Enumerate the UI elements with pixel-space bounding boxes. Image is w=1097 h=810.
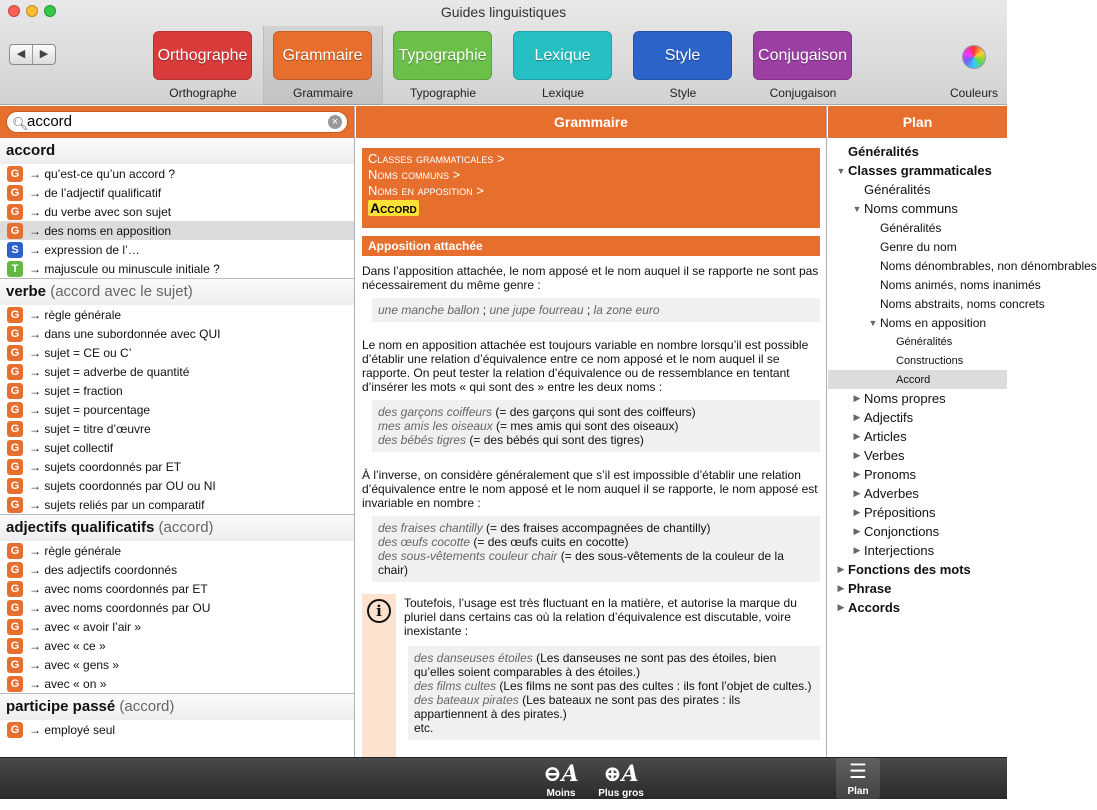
plan-item-label: Noms communs	[864, 201, 958, 216]
plan-item[interactable]	[828, 598, 1007, 617]
result-item[interactable]	[0, 221, 354, 240]
result-item[interactable]	[0, 476, 354, 495]
breadcrumb-link[interactable]: Noms communs >	[368, 167, 461, 182]
heading-term: participe passé	[6, 698, 116, 715]
result-item[interactable]	[0, 457, 354, 476]
example-gloss: (= des sous-vêtements de la couleur de la chair)	[378, 549, 784, 577]
note-sidebar	[362, 594, 396, 764]
heading-term: verbe	[6, 283, 47, 300]
result-item[interactable]	[0, 495, 354, 514]
result-label: → sujet = adverbe de quantité	[29, 364, 190, 379]
example-block-2	[372, 400, 820, 452]
example-gloss: (Les bateaux ne sont pas des pirates : ils appartiennent à des pirates.)	[414, 693, 741, 721]
guide-badge-icon: G	[7, 185, 23, 201]
search-bar	[0, 106, 354, 138]
search-icon: 🔍︎	[12, 116, 29, 131]
result-label: → avec « on »	[29, 676, 107, 691]
guide-label-1: Grammaire	[292, 86, 353, 100]
plan-item-label: Accords	[848, 600, 901, 615]
result-label: → avec noms coordonnés par ET	[29, 581, 208, 596]
result-section-heading[interactable]	[0, 515, 354, 541]
guide-badge-icon: G	[7, 459, 23, 475]
result-label: → avec « ce »	[29, 638, 106, 653]
plan-item[interactable]	[828, 579, 1007, 598]
plan-item[interactable]	[828, 541, 1007, 560]
guide-badge-icon: G	[7, 223, 23, 239]
example-gloss: (Les films ne sont pas des cultes : ils font l’objet de cultes.)	[496, 679, 812, 693]
example-term: des danseuses étoiles	[414, 651, 533, 665]
forward-button[interactable]: ▶	[39, 48, 49, 60]
disclosure-closed-icon[interactable]: ▶	[853, 393, 861, 403]
colors-label: Couleurs	[949, 86, 999, 100]
guide-badge-icon: G	[7, 440, 23, 456]
heading-term: accord	[6, 142, 56, 159]
plan-item[interactable]	[828, 370, 1007, 389]
result-label: → avec noms coordonnés par OU	[29, 600, 211, 615]
heading-qualifier: (accord avec le sujet)	[46, 283, 193, 300]
example-term: des œufs cocotte	[378, 535, 471, 549]
disclosure-open-icon[interactable]: ▼	[836, 165, 846, 176]
result-section	[0, 514, 354, 693]
breadcrumb-link[interactable]: Noms en apposition >	[368, 183, 484, 198]
guide-label-2: Typographie	[409, 86, 477, 100]
result-item[interactable]	[0, 381, 354, 400]
result-label: → sujet = titre d’œuvre	[29, 421, 151, 436]
heading-qualifier: (accord)	[154, 519, 214, 536]
plan-item-label: Noms abstraits, noms concrets	[880, 296, 1045, 311]
plan-item[interactable]	[828, 313, 1007, 332]
result-item[interactable]	[0, 541, 354, 560]
search-panel	[0, 106, 355, 757]
example-line	[378, 521, 814, 535]
plan-item-label: Généralités	[896, 335, 953, 348]
plan-item[interactable]	[828, 560, 1007, 579]
plan-item-label: Généralités	[880, 220, 942, 235]
guide-badge-icon: G	[7, 497, 23, 513]
result-item[interactable]	[0, 202, 354, 221]
plan-item-label: Pronoms	[864, 467, 917, 482]
guide-badge-icon: G	[7, 657, 23, 673]
content-panel	[356, 106, 827, 757]
plan-item-label: Genre du nom	[880, 239, 957, 254]
font-increase-icon: ⊕A	[603, 761, 639, 787]
example-line	[414, 651, 814, 679]
result-section-heading[interactable]	[0, 694, 354, 720]
example-term: la zone euro	[593, 303, 660, 317]
example-gloss: (= des bébés qui sont des tigres)	[466, 433, 644, 447]
guide-badge-icon: G	[7, 619, 23, 635]
plan-item-label: Noms propres	[864, 391, 946, 406]
result-item[interactable]	[0, 343, 354, 362]
plan-item-label: Fonctions des mots	[848, 562, 971, 577]
search-input[interactable]	[6, 111, 348, 133]
guide-button-1[interactable]: Grammaire	[273, 31, 372, 80]
plan-item[interactable]	[828, 142, 1007, 161]
result-label: → avec « avoir l’air »	[29, 619, 142, 634]
example-term: mes amis les oiseaux	[378, 419, 493, 433]
disclosure-closed-icon[interactable]: ▶	[853, 488, 861, 498]
clear-search-icon[interactable]: ×	[328, 115, 342, 129]
plan-panel	[828, 106, 1097, 757]
plan-item-label: Adverbes	[864, 486, 919, 501]
paragraph-3: À l’inverse, on considère généralement que s’il est impossible d’établir une relation d’équivalence entre le nom apposé et le nom auquel il se rapporte, le nom apposé est invariable en nombre :	[362, 468, 818, 510]
larger-text-button[interactable]	[598, 760, 644, 799]
disclosure-closed-icon[interactable]: ▶	[837, 583, 845, 593]
guide-button-5[interactable]: Conjugaison	[753, 31, 852, 80]
note-box	[362, 594, 820, 764]
result-item[interactable]	[0, 720, 354, 739]
example-line	[414, 693, 814, 721]
result-item[interactable]	[0, 438, 354, 457]
disclosure-closed-icon[interactable]: ▶	[837, 564, 845, 574]
disclosure-closed-icon[interactable]: ▶	[853, 431, 861, 441]
guide-button-3[interactable]: Lexique	[513, 31, 612, 80]
result-label: → sujet collectif	[29, 440, 114, 455]
breadcrumb-current: Accord	[370, 200, 417, 216]
result-item[interactable]	[0, 655, 354, 674]
example-gloss: (= des fraises accompagnées de chantilly)	[482, 521, 711, 535]
example-term: une jupe fourreau	[489, 303, 584, 317]
result-label: → avec « gens »	[29, 657, 120, 672]
plan-item[interactable]	[828, 218, 1007, 237]
plan-item-label: Constructions	[896, 354, 964, 367]
color-wheel-icon[interactable]	[962, 45, 986, 69]
plan-item[interactable]	[828, 161, 1007, 180]
window-title: Guides linguistiques	[440, 4, 567, 20]
plan-item[interactable]	[828, 446, 1007, 465]
guide-badge-icon: G	[7, 166, 23, 182]
guide-badge-icon: G	[7, 345, 23, 361]
smaller-text-label: Moins gros	[546, 788, 576, 810]
guide-badge-icon: G	[7, 383, 23, 399]
plan-item-label: Noms animés, noms inanimés	[880, 277, 1041, 292]
example-block-1	[372, 298, 820, 322]
example-line	[378, 549, 814, 577]
plan-item-label: Verbes	[864, 448, 905, 463]
result-label: → du verbe avec son sujet	[29, 204, 172, 219]
example-term: des fraises chantilly	[378, 521, 483, 535]
search-results	[0, 138, 354, 757]
result-label: → sujets coordonnés par OU ou NI	[29, 478, 216, 493]
plan-item[interactable]	[828, 427, 1007, 446]
disclosure-closed-icon[interactable]: ▶	[853, 545, 861, 555]
heading-term: adjectifs qualificatifs	[6, 519, 155, 536]
guide-badge-icon: G	[7, 722, 23, 738]
guide-badge-icon: T	[7, 261, 23, 277]
disclosure-closed-icon[interactable]: ▶	[853, 412, 861, 422]
result-label: → qu’est-ce qu’un accord ?	[29, 166, 176, 181]
example-term: des bateaux pirates	[414, 693, 519, 707]
plan-item[interactable]	[828, 408, 1007, 427]
guide-badge-icon: G	[7, 562, 23, 578]
heading-qualifier: (accord)	[115, 698, 175, 715]
section-title: Apposition attachée	[362, 236, 820, 256]
plan-item[interactable]	[828, 484, 1007, 503]
plan-item[interactable]	[828, 275, 1041, 294]
result-label: → employé seul	[29, 722, 116, 737]
example-block-4	[408, 646, 820, 740]
example-gloss: (= des œufs cuits en cocotte)	[470, 535, 629, 549]
result-item[interactable]	[0, 598, 354, 617]
disclosure-closed-icon[interactable]: ▶	[853, 507, 861, 517]
example-term: des films cultes	[414, 679, 497, 693]
plan-item-label: Interjections	[864, 543, 935, 558]
plan-item-label: Articles	[864, 429, 907, 444]
result-item[interactable]	[0, 560, 354, 579]
guide-badge-icon: S	[7, 242, 23, 258]
guide-badge-icon: G	[7, 402, 23, 418]
result-item[interactable]	[0, 240, 354, 259]
plan-item[interactable]	[828, 351, 1007, 370]
result-item[interactable]	[0, 674, 354, 693]
result-section-heading[interactable]	[0, 138, 354, 164]
result-label: → sujet = fraction	[29, 383, 123, 398]
bottom-bar	[0, 757, 1007, 810]
guide-label-5: Conjugaison	[769, 86, 837, 100]
example-line	[378, 419, 814, 433]
result-section	[0, 138, 354, 278]
plan-item-label: Phrase	[848, 581, 892, 596]
font-decrease-icon: ⊖A	[543, 761, 579, 787]
plan-item-label: Généralités	[848, 144, 919, 159]
example-gloss: (= des garçons qui sont des coiffeurs)	[492, 405, 696, 419]
plan-item[interactable]	[828, 332, 1007, 351]
breadcrumb-link[interactable]: Classes grammaticales >	[368, 151, 505, 166]
result-label: → expression de l’…	[29, 242, 140, 257]
result-item[interactable]	[0, 305, 354, 324]
example-line	[414, 679, 814, 693]
paragraph-2: Le nom en apposition attachée est toujours variable en nombre lorsqu’il est possible d’établir une relation d’équivalence entre ce nom apposé et le nom auquel il se rapporte. On peut tester la relation d’équivalence ou de ressemblance en tentant d’insérer les mots « qui sont des » entre les deux noms :	[362, 338, 809, 394]
example-block-3	[372, 516, 820, 582]
disclosure-closed-icon[interactable]: ▶	[837, 602, 845, 612]
result-item[interactable]	[0, 419, 354, 438]
guide-label-0: Orthographe	[169, 86, 237, 100]
history-navigation	[9, 44, 56, 65]
search-value: accord	[27, 113, 73, 130]
toolbar	[0, 0, 1007, 105]
result-label: → majuscule ou minuscule initiale ?	[29, 261, 220, 276]
list-icon: ☰	[849, 761, 867, 783]
info-icon: i	[367, 599, 391, 623]
result-item[interactable]	[0, 324, 354, 343]
plan-item[interactable]	[828, 294, 1045, 313]
result-label: → règle générale	[29, 543, 122, 558]
plan-tree	[828, 138, 1097, 617]
content-header: Grammaire	[356, 106, 826, 138]
example-term: une manche ballon	[378, 303, 480, 317]
disclosure-closed-icon[interactable]: ▶	[853, 450, 861, 460]
result-item[interactable]	[0, 259, 354, 278]
result-label: → sujet = CE ou C’	[29, 345, 132, 360]
result-item[interactable]	[0, 183, 354, 202]
paragraph-1: Dans l’apposition attachée, le nom apposé et le nom auquel il se rapporte ne sont pas nécessairement du même genre :	[362, 264, 819, 292]
result-label: → de l’adjectif qualificatif	[29, 185, 162, 200]
plan-header: Plan	[828, 106, 1007, 138]
plan-item[interactable]	[828, 256, 1097, 275]
plan-item[interactable]	[828, 199, 1007, 218]
guide-badge-icon: G	[7, 543, 23, 559]
separator: ;	[479, 303, 490, 317]
guide-badge-icon: G	[7, 581, 23, 597]
disclosure-closed-icon[interactable]: ▶	[853, 526, 861, 536]
result-item[interactable]	[0, 617, 354, 636]
result-label: → dans une subordonnée avec QUI	[29, 326, 221, 341]
plan-item[interactable]	[828, 465, 1007, 484]
plan-item-label: Conjonctions	[864, 524, 940, 539]
guide-badge-icon: G	[7, 638, 23, 654]
plan-toggle-label: Plan	[847, 786, 869, 797]
guide-label-3: Lexique	[541, 86, 585, 100]
guide-badge-icon: G	[7, 204, 23, 220]
example-line	[378, 535, 814, 549]
plan-item-label: Noms en apposition	[880, 315, 987, 330]
smaller-text-button[interactable]	[536, 760, 586, 810]
result-label: → sujets reliés par un comparatif	[29, 497, 205, 512]
guide-button-2[interactable]: Typographie	[393, 31, 492, 80]
disclosure-closed-icon[interactable]: ▶	[853, 469, 861, 479]
result-label: → des noms en apposition	[29, 223, 172, 238]
guide-button-4[interactable]: Style	[633, 31, 732, 80]
guide-badge-icon: G	[7, 478, 23, 494]
plan-item-label: Prépositions	[864, 505, 936, 520]
result-item[interactable]	[0, 362, 354, 381]
guide-badge-icon: G	[7, 307, 23, 323]
plan-item-label: Adjectifs	[864, 410, 914, 425]
plan-item-label: Noms dénombrables, non dénombrables	[880, 258, 1097, 273]
guide-badge-icon: G	[7, 364, 23, 380]
plan-item-label: Généralités	[864, 182, 931, 197]
result-label: → des adjectifs coordonnés	[29, 562, 178, 577]
plan-item[interactable]	[828, 503, 1007, 522]
example-term: des sous-vêtements couleur chair	[378, 549, 558, 563]
example-term: des bébés tigres	[378, 433, 467, 447]
larger-text-label: Plus gros	[598, 788, 644, 799]
breadcrumb	[362, 148, 820, 228]
guide-badge-icon: G	[7, 421, 23, 437]
result-section-heading[interactable]	[0, 279, 354, 305]
example-gloss: (= mes amis qui sont des oiseaux)	[492, 419, 679, 433]
guide-button-0[interactable]: Orthographe	[153, 31, 252, 80]
disclosure-open-icon[interactable]: ▼	[852, 203, 862, 214]
result-section	[0, 693, 354, 739]
guide-badge-icon: G	[7, 600, 23, 616]
example-term: des garçons coiffeurs	[378, 405, 493, 419]
back-button[interactable]: ◀	[10, 45, 33, 64]
plan-item-label: Classes grammaticales	[848, 163, 992, 178]
note-text: Toutefois, l’usage est très fluctuant en la matière, et autorise la marque du pluriel dans certains cas où la relation d’équivalence est discutable, voire inexistante :	[404, 596, 797, 638]
result-item[interactable]	[0, 636, 354, 655]
example-line	[378, 405, 814, 419]
guide-badge-icon: G	[7, 676, 23, 692]
result-item[interactable]	[0, 400, 354, 419]
result-label: → sujets coordonnés par ET	[29, 459, 182, 474]
plan-item[interactable]	[828, 180, 1007, 199]
separator: ;	[583, 303, 594, 317]
result-item[interactable]	[0, 579, 354, 598]
result-label: → règle générale	[29, 307, 122, 322]
result-section	[0, 278, 354, 514]
result-label: → sujet = pourcentage	[29, 402, 151, 417]
guide-label-4: Style	[669, 86, 697, 100]
result-item[interactable]	[0, 164, 354, 183]
plan-item[interactable]	[828, 522, 1007, 541]
example-gloss: (Les danseuses ne sont pas des étoiles, bien qu’elles soient comparables à des étoiles.)	[414, 651, 777, 679]
plan-item[interactable]	[828, 389, 1007, 408]
plan-toggle-button[interactable]	[836, 758, 880, 799]
example-etc: etc.	[414, 721, 434, 735]
plan-item-label: Accord	[896, 373, 931, 386]
guide-badge-icon: G	[7, 326, 23, 342]
plan-item[interactable]	[828, 237, 1007, 256]
example-line	[378, 433, 814, 447]
disclosure-open-icon[interactable]: ▼	[868, 317, 878, 328]
